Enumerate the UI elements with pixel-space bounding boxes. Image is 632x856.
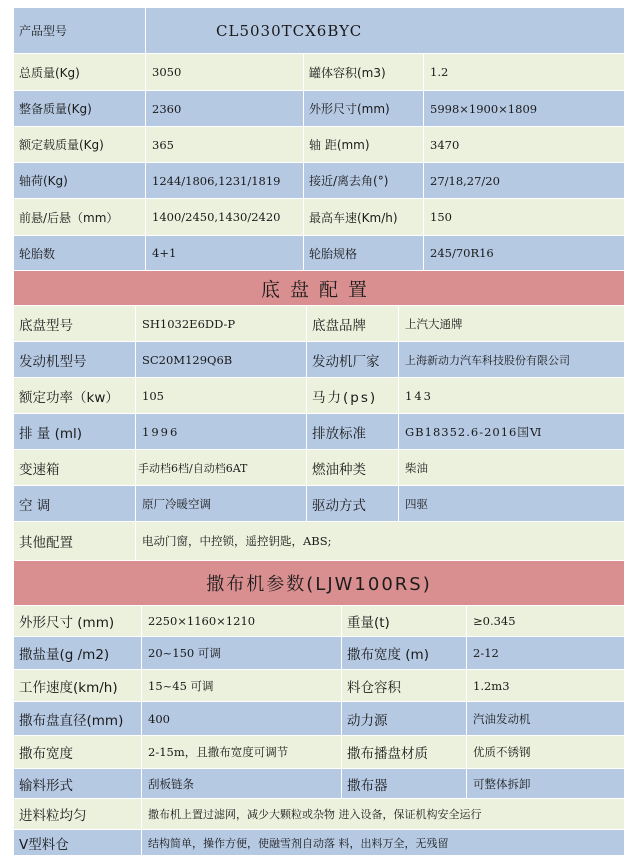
spec-label: 底盘型号	[14, 306, 136, 342]
feed-label: 进料粒均匀	[14, 799, 142, 830]
spec-label: 额定功率（kw）	[14, 378, 136, 414]
spec-value: 20~150 可调	[142, 637, 342, 670]
spreader-bin-row	[14, 830, 624, 856]
spec-label: 空 调	[14, 486, 136, 522]
spec-value: SC20M129Q6B	[136, 342, 307, 378]
spec-label: 底盘品牌	[307, 306, 399, 342]
spec-value: 5998×1900×1809	[424, 91, 624, 127]
spec-value: ≥0.345	[467, 606, 624, 637]
spec-value: 可整体拆卸	[467, 769, 624, 799]
spec-value: 365	[146, 127, 304, 163]
spreader-row	[14, 769, 624, 799]
spec-label: 工作速度(km/h)	[14, 670, 142, 702]
spec-label: 排 量 (ml)	[14, 414, 136, 450]
spec-label: 轴 距(mm)	[304, 127, 424, 163]
spec-label: 总质量(Kg)	[14, 54, 146, 91]
spec-label: 料仓容积	[342, 670, 467, 702]
spreader-feed-row	[14, 799, 624, 830]
chassis-row	[14, 342, 624, 378]
model-value: CL5030TCX6BYC	[146, 8, 624, 54]
spec-label: 轴荷(Kg)	[14, 163, 146, 199]
spec-label: 轮胎数	[14, 236, 146, 271]
spec-value: 柴油	[399, 450, 624, 486]
spreader-section-header	[14, 561, 624, 606]
spec-label: 轮胎规格	[304, 236, 424, 271]
spreader-row	[14, 736, 624, 769]
vehicle-row	[14, 236, 624, 271]
vehicle-row	[14, 163, 624, 199]
vehicle-row	[14, 127, 624, 163]
spec-label: 燃油种类	[307, 450, 399, 486]
spec-value: 上海新动力汽车科技股份有限公司	[399, 342, 624, 378]
spec-label: 发动机厂家	[307, 342, 399, 378]
spec-value: 143	[399, 378, 624, 414]
spec-label: 撒布宽度	[14, 736, 142, 769]
spec-value: 4+1	[146, 236, 304, 271]
spec-value: 1244/1806,1231/1819	[146, 163, 304, 199]
spec-label: 输料形式	[14, 769, 142, 799]
other-config-value: 电动门窗，中控锁，遥控钥匙，ABS;	[136, 522, 624, 561]
spreader-row	[14, 606, 624, 637]
spec-label: 前悬/后悬（mm）	[14, 199, 146, 236]
spec-value: 1.2m3	[467, 670, 624, 702]
spec-value: SH1032E6DD-P	[136, 306, 307, 342]
spreader-row	[14, 637, 624, 670]
spreader-row	[14, 702, 624, 736]
spec-label: 动力源	[342, 702, 467, 736]
spec-value: 2-15m，且撒布宽度可调节	[142, 736, 342, 769]
spec-value: 1996	[136, 414, 307, 450]
spec-value: 3050	[146, 54, 304, 91]
spec-label: 撒布播盘材质	[342, 736, 467, 769]
bin-value: 结构简单，操作方便，使融雪剂自动落 料，出料万全，无残留	[142, 830, 624, 856]
chassis-row	[14, 486, 624, 522]
model-label: 产品型号	[14, 8, 146, 54]
spec-label: 最高车速(Km/h)	[304, 199, 424, 236]
spec-value: 原厂冷暖空调	[136, 486, 307, 522]
spec-label: 重量(t)	[342, 606, 467, 637]
spec-value: 手动档6档/自动档6AT	[136, 450, 307, 486]
chassis-section-title: 底盘配置	[14, 271, 624, 306]
spec-value: 优质不锈钢	[467, 736, 624, 769]
spec-value: 1.2	[424, 54, 624, 91]
model-row	[14, 8, 624, 54]
chassis-row	[14, 414, 624, 450]
spec-value: 150	[424, 199, 624, 236]
spec-label: 撒布盘直径(mm)	[14, 702, 142, 736]
chassis-other-row	[14, 522, 624, 561]
spreader-row	[14, 670, 624, 702]
spec-label: 驱动方式	[307, 486, 399, 522]
spec-value: 15~45 可调	[142, 670, 342, 702]
spec-value: 245/70R16	[424, 236, 624, 271]
spec-label: 变速箱	[14, 450, 136, 486]
spec-label: 发动机型号	[14, 342, 136, 378]
other-config-label: 其他配置	[14, 522, 136, 561]
spec-value: 1400/2450,1430/2420	[146, 199, 304, 236]
spec-label: 撒布宽度 (m)	[342, 637, 467, 670]
feed-value: 撒布机上置过滤网，减少大颗粒或杂物 进入设备，保证机构安全运行	[142, 799, 624, 830]
spec-value: 2-12	[467, 637, 624, 670]
spec-value: 27/18,27/20	[424, 163, 624, 199]
spec-label: 接近/离去角(°)	[304, 163, 424, 199]
chassis-row	[14, 378, 624, 414]
spec-label: 额定载质量(Kg)	[14, 127, 146, 163]
spec-label: 撒盐量(g /m2)	[14, 637, 142, 670]
chassis-section-header	[14, 271, 624, 306]
spec-value: 刮板链条	[142, 769, 342, 799]
spec-label: 外形尺寸 (mm)	[14, 606, 142, 637]
spec-value: 四驱	[399, 486, 624, 522]
spec-value: GB18352.6-2016国Ⅵ	[399, 414, 624, 450]
spec-label: 马力(ps)	[307, 378, 399, 414]
vehicle-row	[14, 91, 624, 127]
spec-label: 外形尺寸(mm)	[304, 91, 424, 127]
spec-value: 400	[142, 702, 342, 736]
vehicle-row	[14, 54, 624, 91]
spec-value: 105	[136, 378, 307, 414]
spec-value: 汽油发动机	[467, 702, 624, 736]
spec-value: 2360	[146, 91, 304, 127]
spec-label: 排放标准	[307, 414, 399, 450]
spec-value: 3470	[424, 127, 624, 163]
spreader-section-title: 撒布机参数(LJW100RS)	[14, 561, 624, 606]
spec-label: 撒布器	[342, 769, 467, 799]
bin-label: V型料仓	[14, 830, 142, 856]
spec-label: 罐体容积(m3)	[304, 54, 424, 91]
chassis-row	[14, 306, 624, 342]
chassis-row	[14, 450, 624, 486]
spec-value: 上汽大通牌	[399, 306, 624, 342]
vehicle-row	[14, 199, 624, 236]
spec-label: 整备质量(Kg)	[14, 91, 146, 127]
spec-value: 2250×1160×1210	[142, 606, 342, 637]
